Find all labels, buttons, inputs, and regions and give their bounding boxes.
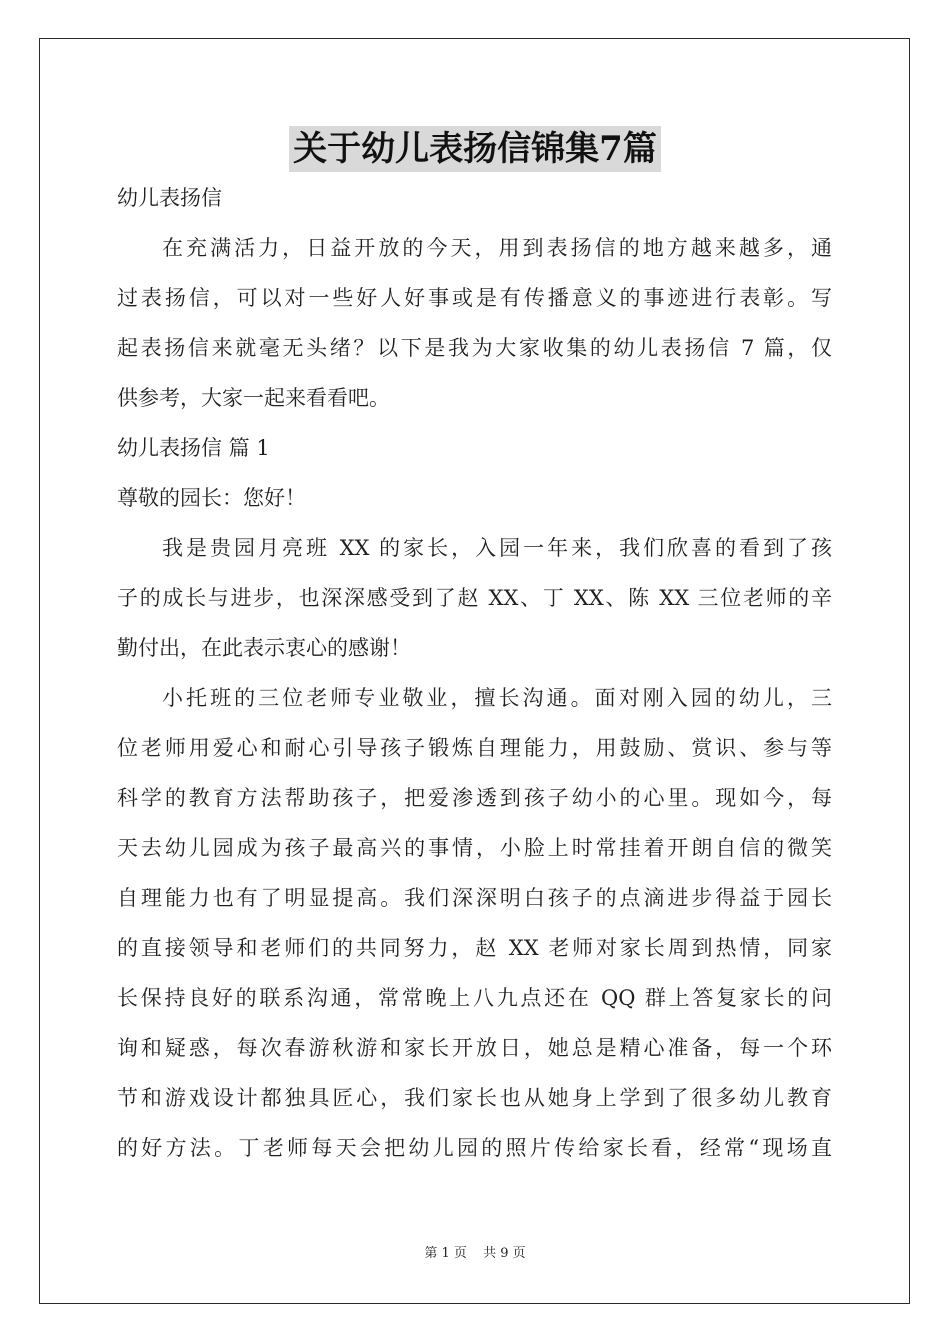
title-container: [0, 126, 950, 172]
letter-heading: 幼儿表扬信 篇 1: [117, 436, 270, 460]
document-title: 关于幼儿表扬信锦集7篇: [289, 126, 661, 172]
paragraph-line: 供参考，大家一起来看看吧。: [117, 386, 390, 410]
paragraph-line: 询和疑惑，每次春游秋游和家长开放日，她总是精心准备，每一个环: [117, 1036, 832, 1060]
paragraph-line: 节和游戏设计都独具匠心，我们家长也从她身上学到了很多幼儿教育: [117, 1086, 832, 1110]
page-total: 共 9 页: [483, 1246, 526, 1261]
paragraph-line: 勤付出，在此表示衷心的感谢！: [117, 636, 411, 660]
page-footer: [0, 1245, 950, 1263]
paragraph-line: 长保持良好的联系沟通，常常晚上八九点还在 QQ 群上答复家长的问: [117, 986, 832, 1010]
page-border: [39, 38, 910, 1304]
paragraph-line: 过表扬信，可以对一些好人好事或是有传播意义的事迹进行表彰。写: [117, 286, 832, 310]
section-heading: 幼儿表扬信: [117, 186, 222, 210]
page-number: 第 1 页: [424, 1246, 467, 1261]
paragraph-line: 在充满活力，日益开放的今天，用到表扬信的地方越来越多，通: [162, 236, 832, 260]
paragraph-line: 起表扬信来就毫无头绪？以下是我为大家收集的幼儿表扬信 7 篇，仅: [117, 336, 832, 360]
paragraph-line: 自理能力也有了明显提高。我们深深明白孩子的点滴进步得益于园长: [117, 886, 832, 910]
paragraph-line: 我是贵园月亮班 XX 的家长，入园一年来，我们欣喜的看到了孩: [162, 536, 832, 560]
paragraph-line: 小托班的三位老师专业敬业，擅长沟通。面对刚入园的幼儿，三: [162, 686, 832, 710]
paragraph-line: 的好方法。丁老师每天会把幼儿园的照片传给家长看，经常“现场直: [117, 1136, 832, 1160]
paragraph-line: 天去幼儿园成为孩子最高兴的事情，小脸上时常挂着开朗自信的微笑: [117, 836, 832, 860]
paragraph-line: 子的成长与进步，也深深感受到了赵 XX、丁 XX、陈 XX 三位老师的辛: [117, 586, 832, 610]
paragraph-line: 位老师用爱心和耐心引导孩子锻炼自理能力，用鼓励、赏识、参与等: [117, 736, 832, 760]
paragraph-line: 科学的教育方法帮助孩子，把爱渗透到孩子幼小的心里。现如今，每: [117, 786, 832, 810]
salutation: 尊敬的园长：您好！: [117, 486, 306, 510]
paragraph-line: 的直接领导和老师们的共同努力，赵 XX 老师对家长周到热情，同家: [117, 936, 832, 960]
